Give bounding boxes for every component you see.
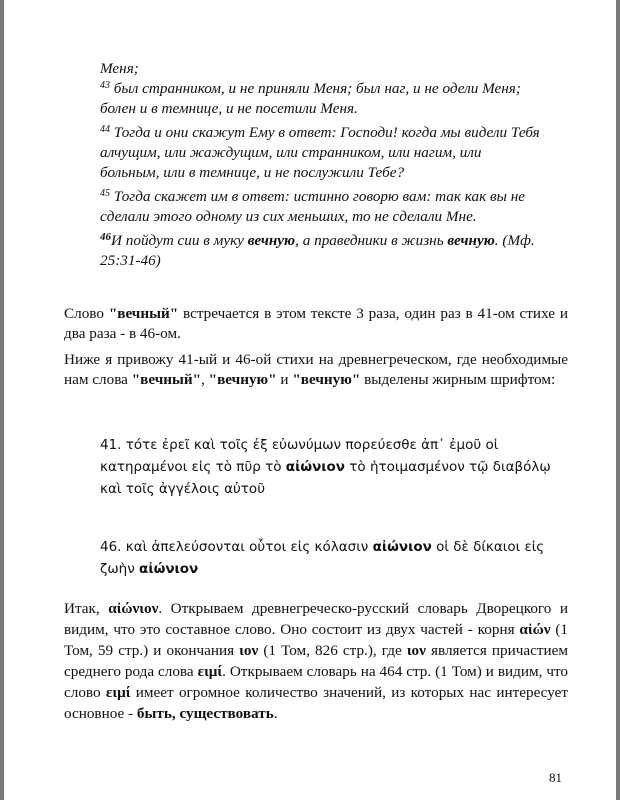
verse-44: $^{44}$ Тогда и они скажут Ему в ответ: Господи! когда мы видели Тебя алчущим, или жаждущим, или странником, или нагим, или больным, или в темнице, и не послужили Тебе? [100,124,540,181]
paragraph-etymology: Итак, αἰώνιον. Открываем древнегреческо-русский словарь Дворецкого и видим, что это составное слово. Оно состоит из двух частей - корня αἰών (1 Том, 59 стр.) и окончания ιον (1 Том, 826 стр.), где ιον является причастием среднего рода слова ειμί. Открываем словарь на 464 стр. (1 Том) и видим, что слово ειμί имеет огромное количество значений, из которых нас интересует основное - быть, существовать. [64,600,569,722]
scripture-quote [100,59,540,275]
verse-46: $^{46}$И пойдут сии в муку вечную, а праведники в жизнь вечную. (Мф. 25:31-46) [100,231,535,269]
paragraph-word-count: Слово "вечный" встречается в этом тексте 3 раза, один раз в 41-ом стихе и два раза - в 46-ом. [64,305,568,342]
verse-number: 45 [100,188,110,199]
paragraph-intro-greek: Ниже я привожу 41-ый и 46-ой стихи на древнегреческом, где необходимые нам слова "вечный", "вечную" и "вечную" выделены жирным шрифтом: [64,351,568,388]
greek-verse-41: 41. τότε ἐρεῖ καὶ τοῖς ἐξ εὐωνύμων πορεύεσθε ἀπ᾽ ἐμοῦ οἱ κατηραμένοι εἰς τὸ πῦρ τὸ αἰώνιον τὸ ἡτοιμασμένον τῷ διαβόλῳ καὶ τοῖς ἀγγέλοις αὐτοῦ [100,437,551,497]
verse-number: 44 [100,124,110,135]
verse-45: $^{45}$ Тогда скажет им в ответ: истинно говорю вам: так как вы не сделали этого одному из сих меньших, то не сделали Мне. [100,188,525,225]
quote-line-0: Меня; [100,60,139,77]
greek-verse-46: 46. καὶ ἀπελεύσονται οὗτοι εἰς κόλασιν αἰώνιον οἱ δὲ δίκαιοι εἰς ζωὴν αἰώνιον [100,539,545,577]
document-page [4,0,616,800]
page-number: 81 [549,770,562,785]
verse-number: 46 [100,231,111,243]
verse-number: 43 [100,80,110,91]
verse-43: $^{43}$ был странником, и не приняли Меня; был наг, и не одели Меня; болен и в темнице, и не посетили Меня. [100,80,521,117]
